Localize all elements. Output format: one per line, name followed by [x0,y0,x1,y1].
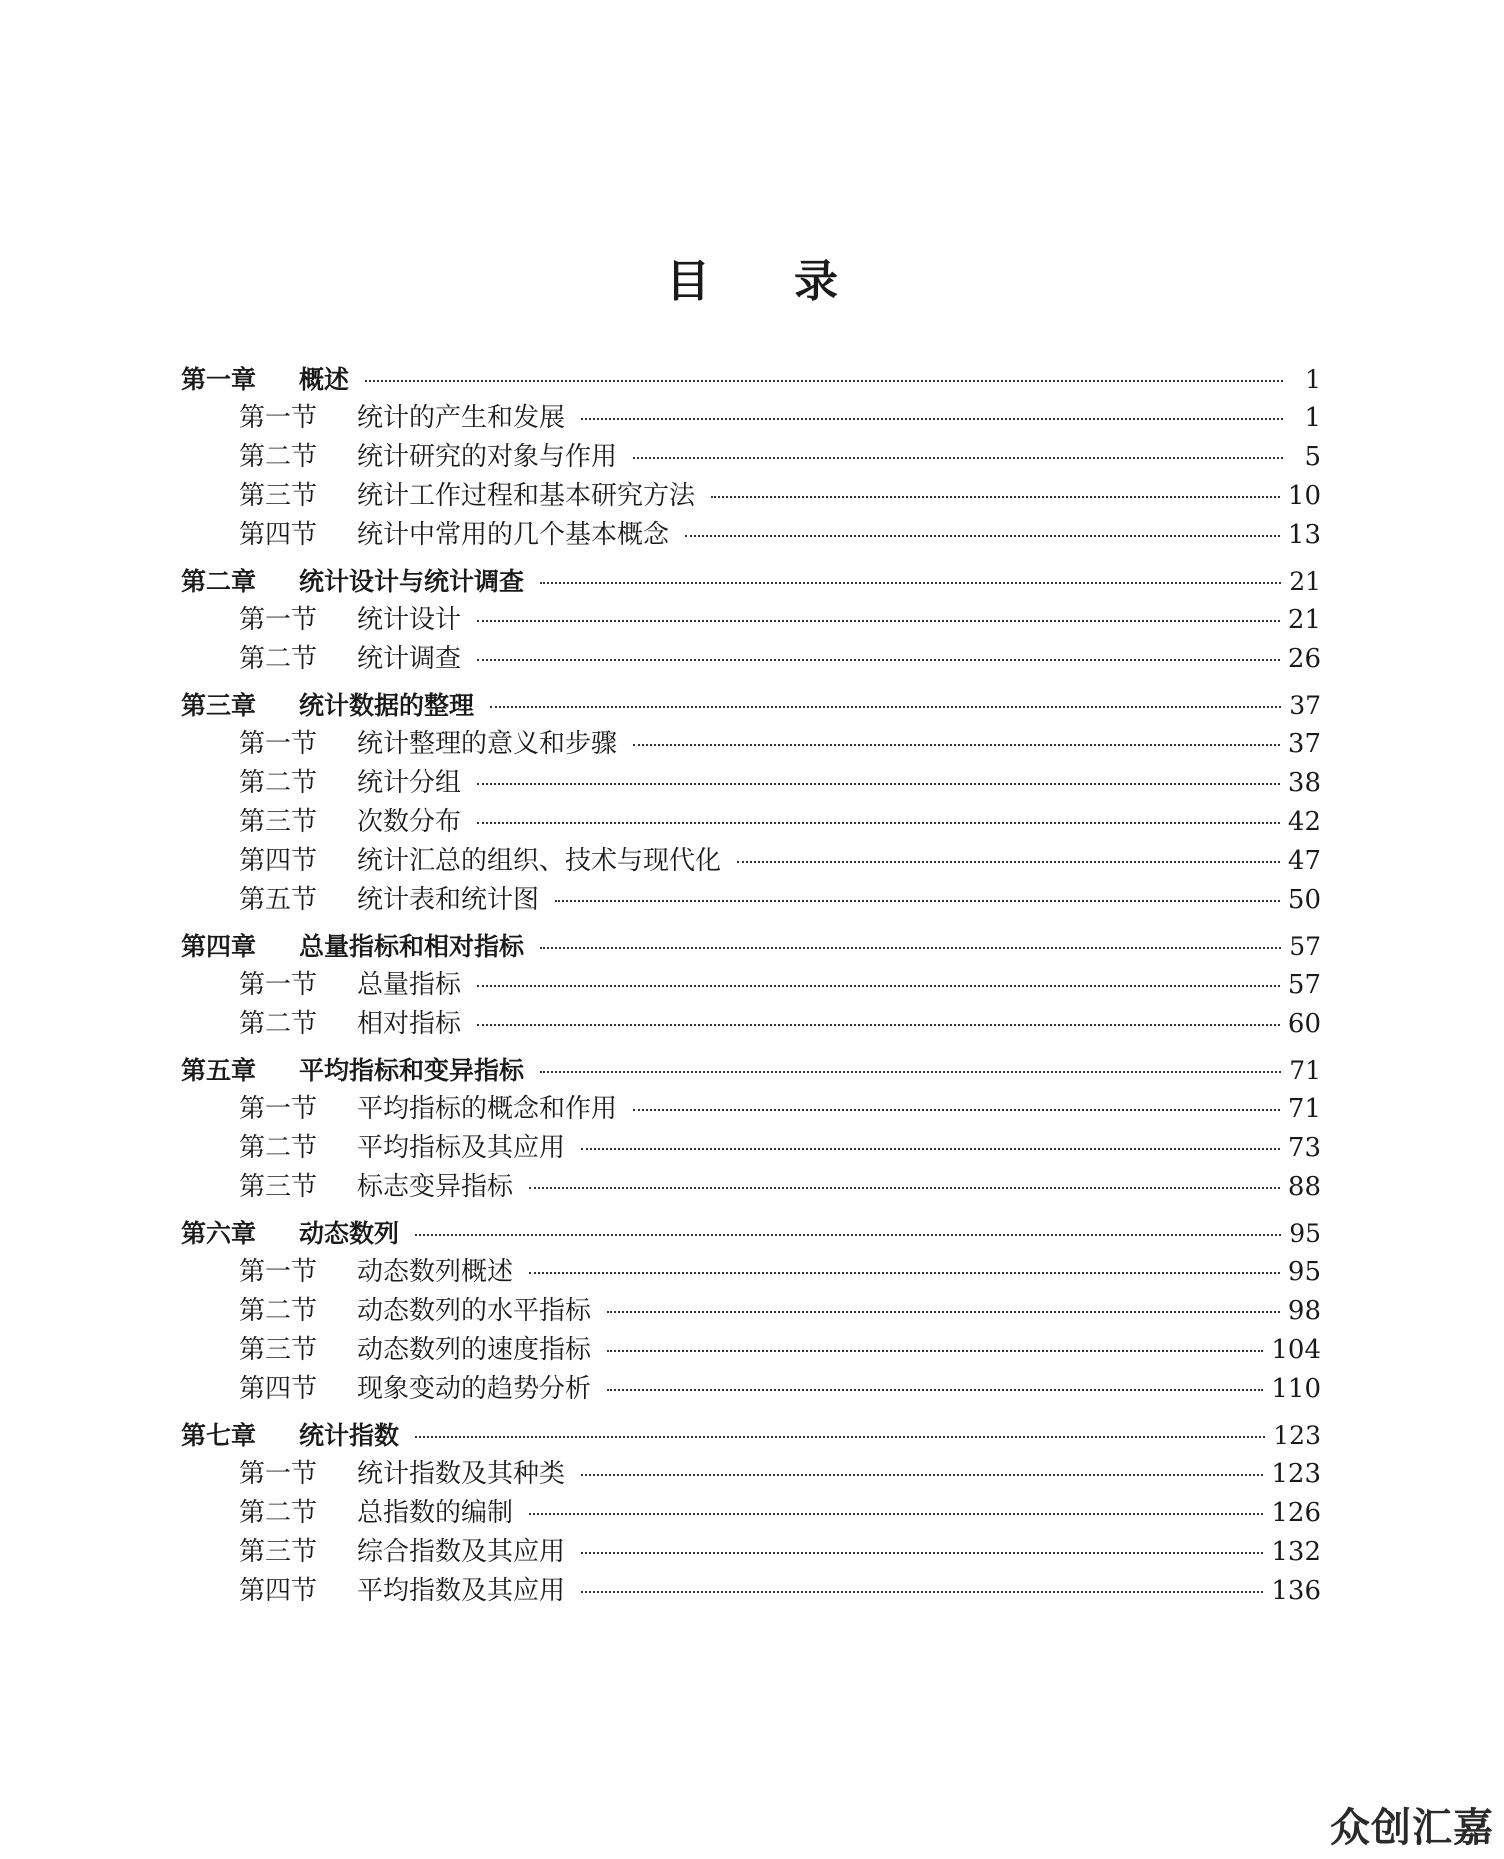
section-title: 平均指标及其应用 [357,1133,566,1163]
toc-chapter-entry[interactable] [181,927,1321,966]
toc-section-entry[interactable] [181,516,1321,555]
toc-section-entry[interactable] [181,1253,1321,1292]
section-title: 平均指数及其应用 [357,1576,566,1606]
toc-chapter-entry[interactable] [181,1416,1321,1455]
watermark-logo: 众创汇嘉 [1330,1805,1494,1851]
section-page-number: 123 [1271,1459,1321,1489]
title-char-right: 录 [794,256,838,307]
chapter-title: 平均指标和变异指标 [299,1056,525,1085]
section-number: 第三节 [239,1335,318,1365]
section-page-number: 98 [1287,1296,1321,1326]
dot-leader [711,496,1280,498]
section-number: 第四节 [239,1576,318,1606]
section-title: 现象变动的趋势分析 [357,1374,592,1404]
dot-leader [581,418,1283,420]
section-title: 动态数列的速度指标 [357,1335,592,1365]
section-page-number: 71 [1287,1094,1321,1124]
section-title: 相对指标 [357,1009,462,1039]
chapter-page-number: 21 [1289,567,1321,596]
dot-leader [607,1389,1263,1391]
dot-leader [633,1109,1280,1111]
section-number: 第三节 [239,1537,318,1567]
dot-leader [415,1436,1265,1438]
section-page-number: 110 [1271,1374,1321,1404]
dot-leader [555,900,1280,902]
section-page-number: 57 [1287,970,1321,1000]
dot-leader [529,1513,1263,1515]
section-number: 第三节 [239,807,318,837]
toc-section-entry[interactable] [181,881,1321,920]
dot-leader [477,620,1280,622]
section-number: 第二节 [239,768,318,798]
toc-section-entry[interactable] [181,477,1321,516]
toc-chapter-entry[interactable] [181,1051,1321,1090]
section-title: 总指数的编制 [357,1498,514,1528]
chapter-page-number: 95 [1289,1219,1321,1248]
dot-leader [581,1552,1263,1554]
chapter-number: 第四章 [181,932,257,961]
section-page-number: 95 [1287,1257,1321,1287]
section-number: 第二节 [239,1296,318,1326]
section-number: 第二节 [239,442,318,472]
section-title: 平均指标的概念和作用 [357,1094,618,1124]
section-title: 总量指标 [357,970,462,1000]
section-number: 第四节 [239,846,318,876]
section-number: 第二节 [239,644,318,674]
chapter-title: 总量指标和相对指标 [299,932,525,961]
section-number: 第一节 [239,605,318,635]
toc-section-entry[interactable] [181,1572,1321,1611]
toc-section-entry[interactable] [181,725,1321,764]
section-page-number: 60 [1287,1009,1321,1039]
section-title: 统计工作过程和基本研究方法 [357,481,696,511]
dot-leader [685,535,1280,537]
section-page-number: 21 [1287,605,1321,635]
toc-section-entry[interactable] [181,1331,1321,1370]
chapter-number: 第三章 [181,691,257,720]
toc-section-entry[interactable] [181,966,1321,1005]
section-page-number: 136 [1271,1576,1321,1606]
section-number: 第一节 [239,1094,318,1124]
toc-section-entry[interactable] [181,764,1321,803]
toc-chapter-entry[interactable] [181,360,1321,399]
toc-section-entry[interactable] [181,438,1321,477]
section-page-number: 104 [1271,1335,1321,1365]
chapter-number: 第七章 [181,1421,257,1450]
table-of-contents [181,360,1321,1611]
toc-section-entry[interactable] [181,1455,1321,1494]
dot-leader [477,659,1280,661]
dot-leader [365,380,1283,382]
section-number: 第一节 [239,1459,318,1489]
dot-leader [477,822,1280,824]
dot-leader [633,744,1280,746]
toc-section-entry[interactable] [181,640,1321,679]
section-title: 标志变异指标 [357,1172,514,1202]
section-page-number: 13 [1287,520,1321,550]
toc-section-entry[interactable] [181,1129,1321,1168]
section-title: 综合指数及其应用 [357,1537,566,1567]
title-char-left: 目 [666,256,710,307]
section-number: 第五节 [239,885,318,915]
section-page-number: 38 [1287,768,1321,798]
section-page-number: 42 [1287,807,1321,837]
section-number: 第二节 [239,1498,318,1528]
chapter-page-number: 57 [1289,932,1321,961]
section-title: 统计调查 [357,644,462,674]
chapter-title: 统计数据的整理 [299,691,475,720]
dot-leader [529,1272,1280,1274]
dot-leader [633,457,1283,459]
section-number: 第一节 [239,970,318,1000]
toc-section-entry[interactable] [181,1533,1321,1572]
section-number: 第一节 [239,729,318,759]
dot-leader [540,582,1281,584]
toc-chapter-entry[interactable] [181,1214,1321,1253]
toc-section-entry[interactable] [181,1090,1321,1129]
chapter-number: 第六章 [181,1219,257,1248]
dot-leader [540,1071,1281,1073]
dot-leader [415,1234,1281,1236]
section-title: 统计分组 [357,768,462,798]
section-number: 第四节 [239,520,318,550]
dot-leader [477,985,1280,987]
chapter-page-number: 123 [1273,1421,1321,1450]
page-title [0,245,1504,309]
toc-section-entry[interactable] [181,1370,1321,1409]
section-page-number: 50 [1287,885,1321,915]
section-title: 动态数列概述 [357,1257,514,1287]
toc-section-entry[interactable] [181,399,1321,438]
section-page-number: 26 [1287,644,1321,674]
section-page-number: 132 [1271,1537,1321,1567]
dot-leader [529,1187,1280,1189]
chapter-title: 动态数列 [299,1219,400,1248]
toc-section-entry[interactable] [181,1168,1321,1207]
dot-leader [490,706,1281,708]
section-page-number: 5 [1304,442,1321,472]
chapter-number: 第一章 [181,365,257,394]
section-number: 第三节 [239,1172,318,1202]
section-number: 第一节 [239,1257,318,1287]
chapter-page-number: 37 [1289,691,1321,720]
section-page-number: 10 [1287,481,1321,511]
chapter-title: 统计指数 [299,1421,400,1450]
chapter-page-number: 1 [1305,365,1321,394]
toc-section-entry[interactable] [181,803,1321,842]
section-page-number: 1 [1304,403,1321,433]
section-title: 统计表和统计图 [357,885,540,915]
chapter-title: 概述 [299,365,350,394]
dot-leader [581,1591,1263,1593]
section-number: 第二节 [239,1133,318,1163]
chapter-number: 第五章 [181,1056,257,1085]
section-title: 统计指数及其种类 [357,1459,566,1489]
toc-chapter-entry[interactable] [181,562,1321,601]
section-title: 统计整理的意义和步骤 [357,729,618,759]
chapter-title: 统计设计与统计调查 [299,567,525,596]
dot-leader [581,1148,1280,1150]
toc-section-entry[interactable] [181,1005,1321,1044]
chapter-page-number: 71 [1289,1056,1321,1085]
toc-chapter-entry[interactable] [181,686,1321,725]
toc-section-entry[interactable] [181,601,1321,640]
section-number: 第四节 [239,1374,318,1404]
toc-section-entry[interactable] [181,842,1321,881]
section-number: 第三节 [239,481,318,511]
section-title: 统计设计 [357,605,462,635]
section-number: 第一节 [239,403,318,433]
section-title: 次数分布 [357,807,462,837]
section-page-number: 37 [1287,729,1321,759]
chapter-number: 第二章 [181,567,257,596]
dot-leader [581,1474,1263,1476]
dot-leader [477,783,1280,785]
dot-leader [607,1311,1280,1313]
toc-section-entry[interactable] [181,1292,1321,1331]
section-title: 统计汇总的组织、技术与现代化 [357,846,722,876]
section-page-number: 47 [1287,846,1321,876]
dot-leader [737,861,1280,863]
section-title: 统计中常用的几个基本概念 [357,520,670,550]
section-page-number: 73 [1287,1133,1321,1163]
dot-leader [540,947,1281,949]
section-title: 统计研究的对象与作用 [357,442,618,472]
section-page-number: 88 [1287,1172,1321,1202]
toc-section-entry[interactable] [181,1494,1321,1533]
section-title: 动态数列的水平指标 [357,1296,592,1326]
dot-leader [477,1024,1280,1026]
dot-leader [607,1350,1263,1352]
section-number: 第二节 [239,1009,318,1039]
section-title: 统计的产生和发展 [357,403,566,433]
section-page-number: 126 [1271,1498,1321,1528]
